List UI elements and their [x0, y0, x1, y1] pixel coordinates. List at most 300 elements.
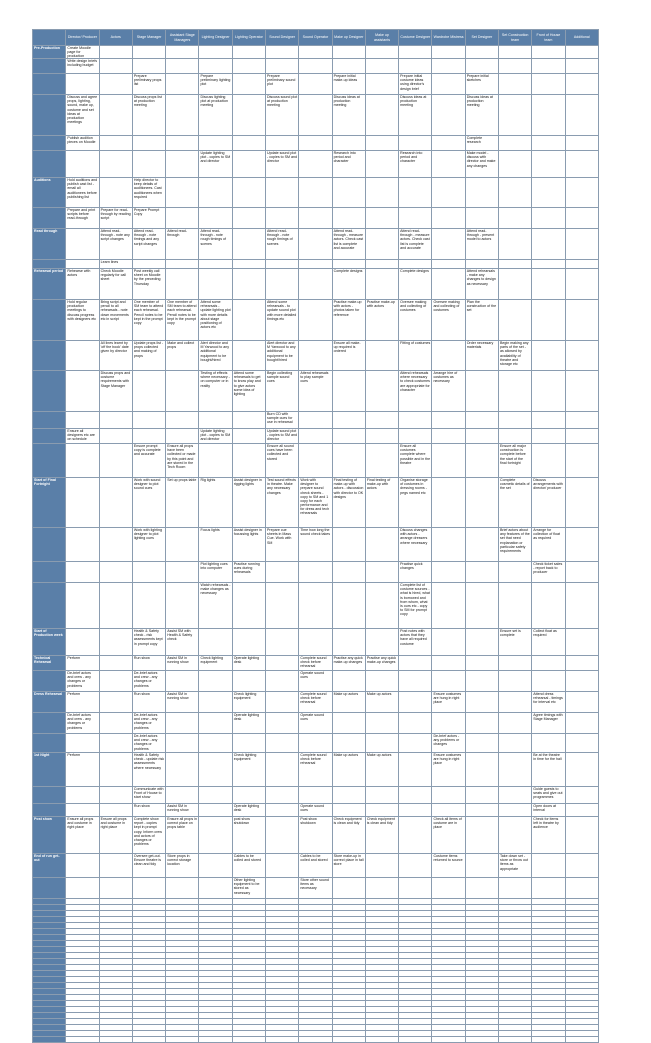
task-cell	[199, 713, 232, 734]
task-cell	[365, 671, 398, 692]
task-cell	[399, 734, 432, 753]
task-cell	[532, 854, 565, 878]
task-cell: Ensure all costumes complete where possible and in the theatre	[399, 444, 432, 478]
task-cell	[565, 412, 598, 429]
phase-cell: Start of Production week	[33, 629, 66, 656]
task-cell	[365, 629, 398, 656]
task-cell	[532, 429, 565, 444]
task-cell	[465, 178, 498, 208]
task-cell: Agree timings with Stage Manager	[532, 713, 565, 734]
task-cell	[332, 371, 365, 412]
task-cell	[365, 95, 398, 136]
task-cell	[365, 787, 398, 804]
task-cell	[499, 817, 532, 854]
task-cell	[299, 412, 332, 429]
table-row	[33, 478, 599, 528]
task-cell: Practise quick changes	[399, 562, 432, 583]
task-cell	[232, 734, 265, 753]
task-cell	[166, 583, 199, 629]
task-cell	[199, 671, 232, 692]
task-cell: Discuss ideas at production meeting	[332, 95, 365, 136]
task-cell	[432, 208, 465, 229]
task-cell	[499, 713, 532, 734]
task-cell	[565, 478, 598, 528]
task-cell	[266, 787, 299, 804]
task-cell	[266, 208, 299, 229]
task-cell: Ensure all make-up required is ordered	[332, 341, 365, 371]
empty-cell	[132, 1037, 165, 1043]
task-cell	[299, 151, 332, 178]
task-cell	[565, 300, 598, 341]
task-cell	[499, 178, 532, 208]
task-cell	[365, 562, 398, 583]
task-cell: De-brief actors and crew - any changes or problems	[132, 713, 165, 734]
task-cell: Plot lighting cues into computer	[199, 562, 232, 583]
table-row	[33, 692, 599, 713]
task-cell	[266, 629, 299, 656]
task-cell	[565, 151, 598, 178]
task-cell: Discuss ideas at production meeting	[465, 95, 498, 136]
task-cell: Take down set - store or throw out items as appropriate	[499, 854, 532, 878]
task-cell: Complete sound check before rehearsal	[299, 753, 332, 787]
task-cell: Test sound effects in theatre. Make any necessary changes	[266, 478, 299, 528]
task-cell	[532, 341, 565, 371]
task-cell: Health & Safety check - risk assessments kept in prompt copy	[132, 629, 165, 656]
phase-cell	[33, 300, 66, 341]
task-cell: Check equipment is clean and tidy	[332, 817, 365, 854]
task-cell	[565, 854, 598, 878]
task-cell	[332, 713, 365, 734]
task-cell	[499, 878, 532, 899]
task-cell: Costume items returned to source	[432, 854, 465, 878]
task-cell	[565, 341, 598, 371]
task-cell: Assist designer in focussing lights	[232, 528, 265, 562]
task-cell	[332, 787, 365, 804]
task-cell	[99, 734, 132, 753]
task-cell	[499, 59, 532, 74]
task-cell	[565, 671, 598, 692]
task-cell: Prepare initial costume ideas using director's design brief	[399, 74, 432, 95]
task-cell	[266, 692, 299, 713]
task-cell	[66, 854, 99, 878]
empty-cell	[66, 1037, 99, 1043]
task-cell	[299, 208, 332, 229]
phase-cell	[33, 412, 66, 429]
table-row	[33, 713, 599, 734]
task-cell	[299, 300, 332, 341]
task-cell	[66, 260, 99, 269]
task-cell	[266, 713, 299, 734]
task-cell	[565, 429, 598, 444]
task-cell	[465, 583, 498, 629]
task-cell	[166, 528, 199, 562]
task-cell: Research into period and character	[332, 151, 365, 178]
task-cell	[99, 583, 132, 629]
task-cell	[166, 74, 199, 95]
task-cell	[266, 656, 299, 671]
task-cell: De-brief actors and crew - any changes or problems	[132, 734, 165, 753]
task-cell: Ensure all props have been collected or made by this point and are stored in the Tech Room	[166, 444, 199, 478]
task-cell	[266, 46, 299, 59]
phase-cell: Start of Final Fortnight	[33, 478, 66, 528]
task-cell	[365, 59, 398, 74]
task-cell	[99, 151, 132, 178]
task-cell: Oversee making and collecting of costumes	[432, 300, 465, 341]
production-schedule-table	[32, 29, 599, 1043]
column-header: Costume Designer	[399, 30, 432, 46]
task-cell	[166, 136, 199, 151]
task-cell: Perform	[66, 656, 99, 671]
task-cell	[99, 629, 132, 656]
task-cell: Complete designs	[399, 269, 432, 300]
table-row	[33, 341, 599, 371]
task-cell	[66, 734, 99, 753]
task-cell: Discuss and agree props, lighting, sound, make up, costume and set ideas at production meetings	[66, 95, 99, 136]
task-cell	[532, 878, 565, 899]
task-cell	[565, 629, 598, 656]
task-cell	[432, 178, 465, 208]
task-cell	[232, 444, 265, 478]
task-cell	[266, 734, 299, 753]
task-cell: Prepare preliminary lighting plot	[199, 74, 232, 95]
task-cell: Check Moodle regularly for call sheet	[99, 269, 132, 300]
task-cell	[565, 562, 598, 583]
phase-cell	[33, 208, 66, 229]
task-cell	[199, 178, 232, 208]
task-cell: Collect float as required	[532, 629, 565, 656]
task-cell	[432, 478, 465, 528]
task-cell	[499, 74, 532, 95]
task-cell: Update lighting plot - copies to SM and director	[199, 429, 232, 444]
task-cell: Learn lines	[99, 260, 132, 269]
task-cell	[232, 429, 265, 444]
phase-cell	[33, 341, 66, 371]
task-cell: De-brief actors - any problems or changes	[432, 734, 465, 753]
task-cell	[199, 734, 232, 753]
column-header: Additional	[565, 30, 598, 46]
task-cell	[99, 95, 132, 136]
task-cell	[499, 136, 532, 151]
task-cell: Check all items of costume are in place	[432, 817, 465, 854]
task-cell: Ensure all major construction is complete before the start of the final fortnight	[499, 444, 532, 478]
empty-cell	[299, 1037, 332, 1043]
task-cell	[66, 412, 99, 429]
task-cell	[532, 371, 565, 412]
task-cell: Bring script and pencil to all rehearsals - note down movements etc in script	[99, 300, 132, 341]
task-cell	[432, 229, 465, 260]
task-cell: Begin collecting sample sound cues	[266, 371, 299, 412]
task-cell: Ensure all sound cues have been collected and stored	[266, 444, 299, 478]
task-cell	[232, 59, 265, 74]
task-cell	[532, 671, 565, 692]
task-cell	[365, 371, 398, 412]
task-cell	[365, 269, 398, 300]
task-cell	[132, 151, 165, 178]
table-body	[33, 46, 599, 1043]
task-cell	[432, 151, 465, 178]
task-cell	[565, 528, 598, 562]
table-header	[33, 30, 599, 46]
task-cell: Update sound plot - copies to SM and director	[266, 429, 299, 444]
task-cell	[365, 178, 398, 208]
task-cell	[299, 74, 332, 95]
task-cell	[99, 178, 132, 208]
task-cell	[565, 734, 598, 753]
phase-cell: Pre-Production	[33, 46, 66, 59]
task-cell	[66, 371, 99, 412]
task-cell: Attend read-through - note rough timings of scenes	[266, 229, 299, 260]
task-cell	[99, 692, 132, 713]
task-cell	[465, 208, 498, 229]
task-cell: Assist SM in running show	[166, 692, 199, 713]
task-cell: Arrange hire of costumes as necessary	[432, 371, 465, 412]
task-cell	[299, 229, 332, 260]
task-cell	[99, 671, 132, 692]
task-cell: Practise make-up with actors	[365, 300, 398, 341]
table-row	[33, 787, 599, 804]
task-cell: Ensure prompt copy is complete and accurate	[132, 444, 165, 478]
task-cell: Check for items left in theatre by audience	[532, 817, 565, 854]
task-cell	[465, 412, 498, 429]
task-cell	[332, 260, 365, 269]
task-cell	[332, 178, 365, 208]
task-cell	[465, 817, 498, 854]
task-cell	[465, 734, 498, 753]
task-cell: Attend read-through	[166, 229, 199, 260]
task-cell	[299, 787, 332, 804]
task-cell	[532, 444, 565, 478]
task-cell	[499, 46, 532, 59]
task-cell	[166, 787, 199, 804]
task-cell: Time how long the sound check takes	[299, 528, 332, 562]
task-cell	[199, 854, 232, 878]
task-cell	[465, 528, 498, 562]
task-cell: Hold regular production meetings to discuss progress with designers etc	[66, 300, 99, 341]
table-row	[33, 429, 599, 444]
task-cell	[299, 95, 332, 136]
task-cell	[365, 804, 398, 817]
task-cell: Assist SM with Health & Safety check	[166, 629, 199, 656]
task-cell: Attend read-through - measure actors. Check cast list is complete and accurate	[399, 229, 432, 260]
task-cell	[166, 151, 199, 178]
task-cell: Brief actors about any features of the set that need explanation or particular safety requirements	[499, 528, 532, 562]
task-cell: Update lighting plot - copies to SM and director	[199, 151, 232, 178]
column-header: Lighting Operator	[232, 30, 265, 46]
task-cell: De-brief actors and crew - any changes or problems	[132, 671, 165, 692]
task-cell: Plan the construction of the set	[465, 300, 498, 341]
empty-cell	[166, 1037, 199, 1043]
task-cell: Watch rehearsals - make changes as necessary	[199, 583, 232, 629]
task-cell	[565, 59, 598, 74]
task-cell	[532, 178, 565, 208]
task-cell	[332, 583, 365, 629]
task-cell	[232, 260, 265, 269]
task-cell	[166, 753, 199, 787]
task-cell: Testing of effects where necessary - on computer or in reality	[199, 371, 232, 412]
task-cell	[432, 269, 465, 300]
task-cell	[465, 713, 498, 734]
task-cell	[565, 208, 598, 229]
task-cell: Assist SM in running show	[166, 656, 199, 671]
task-cell	[332, 528, 365, 562]
task-cell	[432, 787, 465, 804]
task-cell: Attend some rehearsals - to update sound plot with more detailed timings etc	[266, 300, 299, 341]
task-cell	[299, 583, 332, 629]
task-cell	[532, 151, 565, 178]
table-row	[33, 562, 599, 583]
column-header: Make up Designer	[332, 30, 365, 46]
task-cell	[166, 412, 199, 429]
task-cell	[365, 208, 398, 229]
task-cell: Rehearse with actors	[66, 269, 99, 300]
task-cell: Research into period and character	[399, 151, 432, 178]
table-row	[33, 444, 599, 478]
task-cell	[332, 671, 365, 692]
task-cell	[365, 260, 398, 269]
task-cell: Ensure all props and costume in right place	[66, 817, 99, 854]
task-cell: Make up actors	[332, 753, 365, 787]
task-cell	[465, 804, 498, 817]
phase-cell	[33, 260, 66, 269]
task-cell	[99, 656, 132, 671]
task-cell	[199, 208, 232, 229]
phase-cell	[33, 59, 66, 74]
task-cell	[399, 692, 432, 713]
task-cell	[499, 95, 532, 136]
task-cell: Communicate with Front of House to start show	[132, 787, 165, 804]
task-cell	[266, 753, 299, 787]
phase-cell: Rehearsal period	[33, 269, 66, 300]
task-cell: Organise storage of costumes in dressing rooms - pegs named etc	[399, 478, 432, 528]
task-cell	[399, 854, 432, 878]
task-cell	[199, 59, 232, 74]
phase-cell: Read through	[33, 229, 66, 260]
task-cell	[199, 692, 232, 713]
task-cell	[99, 878, 132, 899]
task-cell	[166, 371, 199, 412]
column-header: Set Designer	[465, 30, 498, 46]
task-cell	[365, 713, 398, 734]
task-cell	[432, 136, 465, 151]
task-cell	[565, 136, 598, 151]
task-cell	[66, 74, 99, 95]
phase-cell	[33, 583, 66, 629]
task-cell	[332, 412, 365, 429]
task-cell: Help director to keep details of auditionees. Cast auditionees when required	[132, 178, 165, 208]
task-cell	[565, 269, 598, 300]
task-cell	[166, 562, 199, 583]
phase-cell	[33, 429, 66, 444]
task-cell	[132, 260, 165, 269]
task-cell	[299, 46, 332, 59]
phase-cell: 1st Night	[33, 753, 66, 787]
empty-cell	[99, 1037, 132, 1043]
table-row	[33, 229, 599, 260]
task-cell: Prepare preliminary sound plot	[266, 74, 299, 95]
task-cell	[532, 136, 565, 151]
task-cell: Attend read-through - measure actors. Check cast list is complete and accurate	[332, 229, 365, 260]
task-cell	[266, 562, 299, 583]
task-cell	[365, 229, 398, 260]
task-cell	[499, 151, 532, 178]
task-cell: Prepare initial make-up ideas	[332, 74, 365, 95]
task-cell: Hold auditions and publish cast list - email all auditionees before publishing list	[66, 178, 99, 208]
task-cell	[99, 804, 132, 817]
task-cell	[399, 878, 432, 899]
table-row	[33, 656, 599, 671]
task-cell	[365, 74, 398, 95]
task-cell: Discuss props and costume requirements with Stage Manager	[99, 371, 132, 412]
task-cell	[532, 95, 565, 136]
task-cell	[399, 429, 432, 444]
task-cell	[132, 59, 165, 74]
task-cell	[99, 854, 132, 878]
empty-cell	[332, 1037, 365, 1043]
task-cell	[365, 878, 398, 899]
table-row	[33, 583, 599, 629]
task-cell: Prepare for read-through by reading script	[99, 208, 132, 229]
task-cell	[499, 412, 532, 429]
task-cell	[565, 46, 598, 59]
task-cell: Ensure costumes are hung in right place	[432, 753, 465, 787]
task-cell	[499, 269, 532, 300]
task-cell	[399, 787, 432, 804]
task-cell: Attend some rehearsals - update lighting plot with more details about stage positioning of actors etc	[199, 300, 232, 341]
task-cell	[299, 429, 332, 444]
phase-cell	[33, 371, 66, 412]
task-cell	[99, 528, 132, 562]
task-cell	[99, 753, 132, 787]
task-cell	[399, 817, 432, 854]
task-cell	[532, 656, 565, 671]
task-cell	[532, 269, 565, 300]
phase-cell	[33, 734, 66, 753]
empty-cell	[532, 1037, 565, 1043]
task-cell: Ensure all props in correct place on props table	[166, 817, 199, 854]
task-cell	[299, 269, 332, 300]
table-row	[33, 136, 599, 151]
task-cell	[399, 753, 432, 787]
task-cell	[332, 734, 365, 753]
task-cell	[332, 629, 365, 656]
task-cell	[66, 878, 99, 899]
task-cell: Alert director and M Yarwood to any additional equipment to be bought/hired	[199, 341, 232, 371]
task-cell	[299, 629, 332, 656]
task-cell	[432, 671, 465, 692]
task-cell	[432, 341, 465, 371]
task-cell: Fitting of costumes	[399, 341, 432, 371]
task-cell: Discuss props list at production meeting	[132, 95, 165, 136]
task-cell	[432, 528, 465, 562]
task-cell	[299, 178, 332, 208]
task-cell	[66, 804, 99, 817]
task-cell: Attend dress rehearsal - timings for interval etc	[532, 692, 565, 713]
task-cell	[465, 854, 498, 878]
task-cell	[332, 878, 365, 899]
task-cell: Final testing of make-up with actors - discussion with director to OK designs	[332, 478, 365, 528]
task-cell	[199, 804, 232, 817]
task-cell	[499, 300, 532, 341]
task-cell	[532, 300, 565, 341]
column-header: Set Construction team	[499, 30, 532, 46]
table-row	[33, 95, 599, 136]
task-cell	[166, 429, 199, 444]
task-cell: Attend rehearsals to play sample cues	[299, 371, 332, 412]
task-cell	[132, 429, 165, 444]
task-cell: Make model - discuss with director and make any changes	[465, 151, 498, 178]
task-cell	[499, 229, 532, 260]
task-cell: Perform	[66, 753, 99, 787]
